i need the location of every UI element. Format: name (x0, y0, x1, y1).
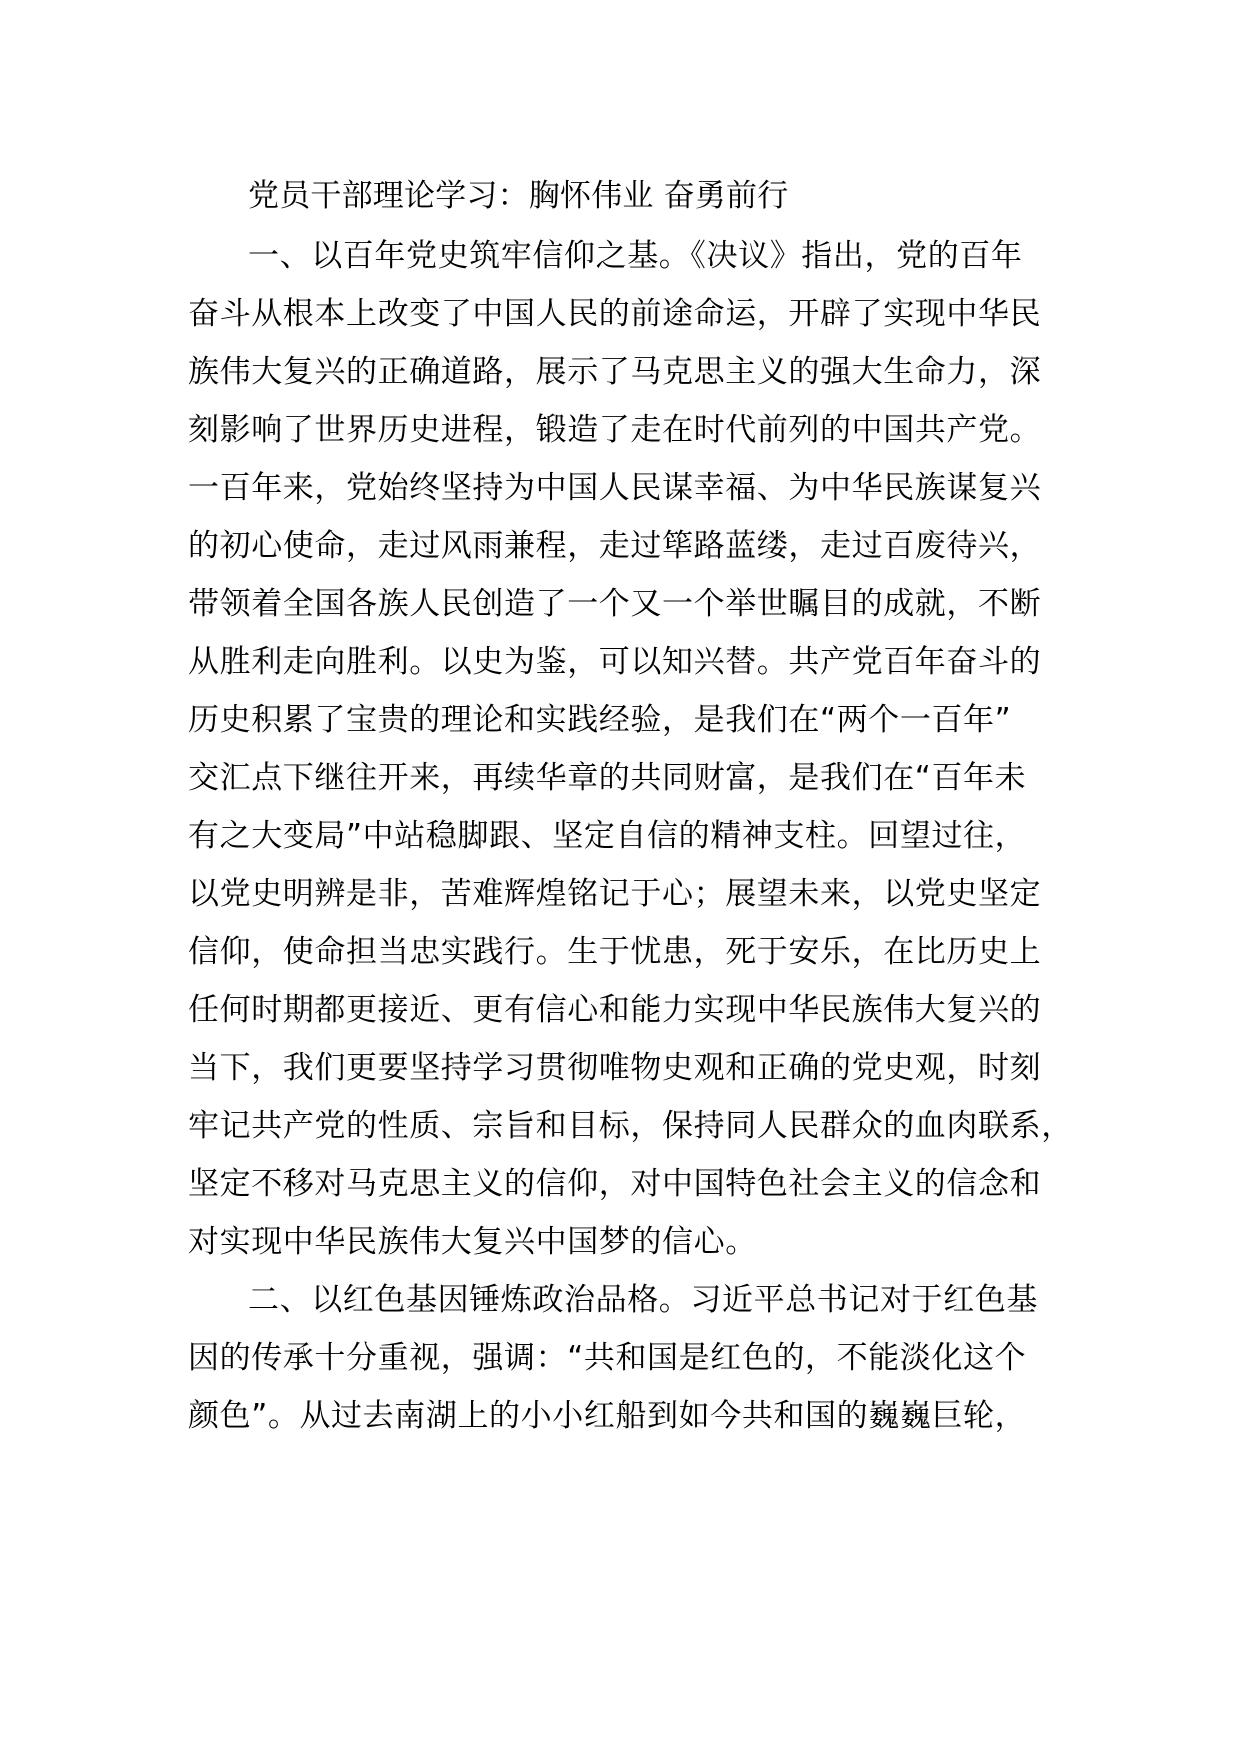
paragraph-1-line-8: 从胜利走向胜利。以史为鉴，可以知兴替。共产党百年奋斗的 (188, 644, 1042, 680)
paragraph-1-line-6: 的初心使命，走过风雨兼程，走过筚路蓝缕，走过百废待兴， (188, 528, 1042, 564)
paragraph-1-line-4: 刻影响了世界历史进程，锻造了走在时代前列的中国共产党。 (188, 412, 1042, 448)
paragraph-1-line-9: 历史积累了宝贵的理论和实践经验，是我们在“两个一百年” (188, 702, 1012, 738)
paragraph-1-line-15: 当下，我们更要坚持学习贯彻唯物史观和正确的党史观，时刻 (188, 1050, 1042, 1086)
paragraph-2-line-1: 二、以红色基因锤炼政治品格。习近平总书记对于红色基 (248, 1282, 1038, 1318)
paragraph-1-line-17: 坚定不移对马克思主义的信仰，对中国特色社会主义的信念和 (188, 1166, 1042, 1202)
paragraph-1-line-1: 一、以百年党史筑牢信仰之基。《决议》指出，党的百年 (248, 238, 1023, 274)
paragraph-1-line-14: 任何时期都更接近、更有信心和能力实现中华民族伟大复兴的 (188, 992, 1042, 1028)
paragraph-1-line-18: 对实现中华民族伟大复兴中国梦的信心。 (188, 1224, 757, 1260)
paragraph-1-line-5: 一百年来，党始终坚持为中国人民谋幸福、为中华民族谋复兴 (188, 470, 1042, 506)
paragraph-1-line-10: 交汇点下继往开来，再续华章的共同财富，是我们在“百年未 (188, 760, 1027, 796)
paragraph-1-line-16: 牢记共产党的性质、宗旨和目标，保持同人民群众的血肉联系， (188, 1108, 1073, 1144)
paragraph-1-line-7: 带领着全国各族人民创造了一个又一个举世瞩目的成就，不断 (188, 586, 1042, 622)
paragraph-2-line-2: 因的传承十分重视，强调：“共和国是红色的，不能淡化这个 (188, 1340, 1027, 1376)
paragraph-1-line-13: 信仰，使命担当忠实践行。生于忧患，死于安乐，在比历史上 (188, 934, 1042, 970)
paragraph-2-line-3: 颜色”。从过去南湖上的小小红船到如今共和国的巍巍巨轮， (188, 1398, 1027, 1434)
document-title: 党员干部理论学习：胸怀伟业 奋勇前行 (248, 178, 789, 214)
paragraph-1-line-11: 有之大变局”中站稳脚跟、坚定自信的精神支柱。回望过往， (188, 818, 1027, 854)
paragraph-1-line-12: 以党史明辨是非，苦难辉煌铭记于心；展望未来，以党史坚定 (188, 876, 1042, 912)
paragraph-1-line-3: 族伟大复兴的正确道路，展示了马克思主义的强大生命力，深 (188, 354, 1042, 390)
paragraph-1-line-2: 奋斗从根本上改变了中国人民的前途命运，开辟了实现中华民 (188, 296, 1042, 332)
